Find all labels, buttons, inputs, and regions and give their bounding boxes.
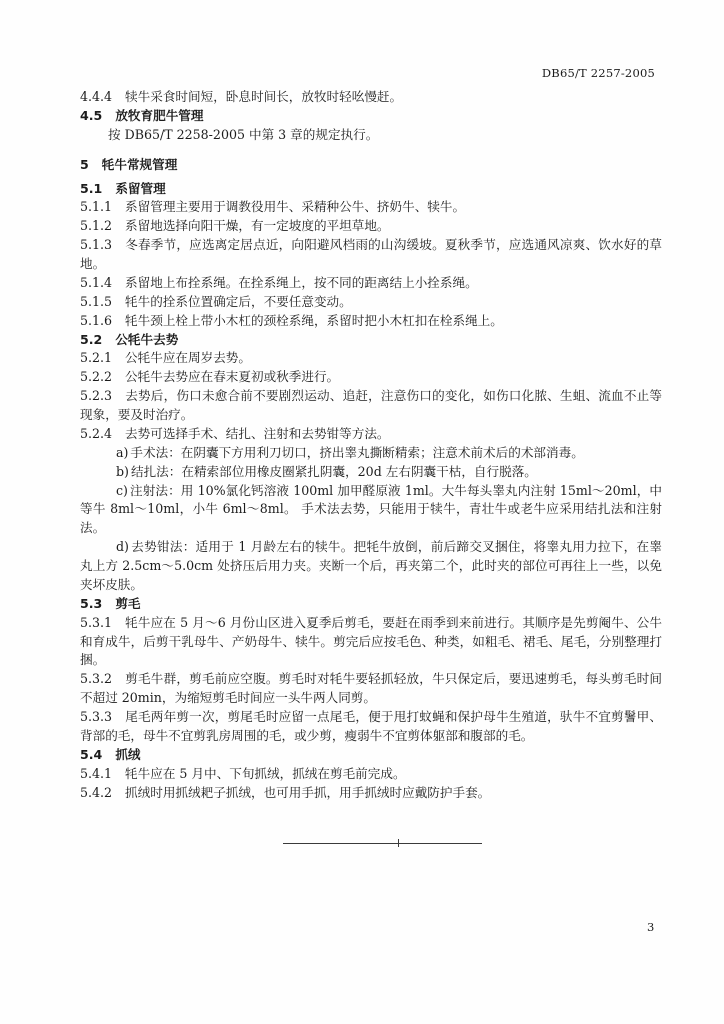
clause-number: 4.5: [80, 107, 103, 123]
list-marker: c): [116, 482, 128, 498]
end-of-text-divider: [283, 843, 482, 844]
clause-number: 5: [80, 156, 89, 172]
clause-5-2-1: [80, 349, 662, 368]
clause-number: 5.1.1: [80, 199, 113, 215]
clause-number: 5.3: [80, 595, 103, 611]
clause-number: 5.2.4: [80, 425, 113, 441]
divider-tick: [398, 839, 399, 847]
clause-5-3-1: [80, 614, 662, 671]
list-item-d: [80, 538, 662, 595]
section-title: 系留管理: [115, 180, 166, 196]
clause-text: 公牦牛应在周岁去势。: [125, 350, 251, 366]
clause-text: 系留管理主要用于调教役用牛、采精种公牛、挤奶牛、犊牛。: [125, 199, 466, 215]
section-title: 抓绒: [115, 746, 141, 762]
clause-5-1-5: [80, 293, 662, 312]
clause-text: 牦牛的拴系位置确定后，不要任意变动。: [125, 293, 352, 309]
page-number: 3: [647, 920, 655, 934]
clause-number: 5.1: [80, 180, 103, 196]
clause-5-2-2: [80, 368, 662, 387]
list-marker: a): [116, 444, 129, 460]
list-item-a: [80, 444, 662, 463]
clause-number: 5.1.2: [80, 218, 113, 234]
clause-5-1-4: [80, 274, 662, 293]
clause-5-3-2: [80, 670, 662, 708]
clause-number: 5.2.3: [80, 388, 113, 404]
section-heading-5-2: [80, 331, 662, 350]
clause-number: 5.3.2: [80, 671, 113, 687]
clause-text: 公牦牛去势应在春末夏初或秋季进行。: [125, 369, 340, 385]
clause-text: 牦牛应在 5 月中、下旬抓绒，抓绒在剪毛前完成。: [125, 765, 406, 781]
clause-number: 5.2: [80, 331, 103, 347]
list-item-text: 注射法：用 10%氯化钙溶液 100ml 加甲醛原液 1ml。大牛每头睾丸内注射 15ml～20ml，中等牛 8ml～10ml，小牛 6ml～8ml。 手术法去势，只能用于犊牛，青壮牛或老牛应采用结扎法和注射法。: [80, 482, 662, 536]
clause-number: 4.4.4: [80, 89, 113, 104]
clause-5-1-1: [80, 198, 662, 217]
section-title: 公牦牛去势: [115, 331, 179, 347]
clause-number: 5.1.5: [80, 293, 113, 309]
clause-text: 犊牛采食时间短，卧息时间长，放牧时轻吆慢赶。: [125, 89, 403, 104]
clause-5-3-3: [80, 708, 662, 746]
clause-text: 按 DB65/T 2258-2005 中第 3 章的规定执行。: [108, 126, 379, 142]
list-item-text: 手术法：在阴囊下方用利刀切口，挤出睾丸撕断精索；注意术前术后的术部消毒。: [130, 444, 584, 460]
clause-number: 5.1.6: [80, 312, 113, 328]
clause-number: 5.2.2: [80, 369, 113, 385]
section-title: 放牧育肥牛管理: [115, 107, 204, 123]
list-item-text: 去势钳法：适用于 1 月龄左右的犊牛。把牦牛放倒，前后蹄交叉捆住，将睾丸用力拉下，在睾丸上方 2.5cm～5.0cm 处挤压后用力夹。夹断一个后，再夹第二个，此时夹的部位可再往上一些，以免夹坏皮肤。: [80, 539, 662, 592]
clause-text: 尾毛两年剪一次，剪尾毛时应留一点尾毛，便于甩打蚊蝇和保护母牛生殖道，驮牛不宜剪鬐甲、背部的毛，母牛不宜剪乳房周围的毛，或少剪，瘦弱牛不宜剪体躯部和腹部的毛。: [80, 709, 662, 743]
clause-text: 抓绒时用抓绒耙子抓绒，也可用手抓，用手抓绒时应戴防护手套。: [125, 784, 491, 800]
clause-number: 5.1.4: [80, 274, 113, 290]
clause-5-2-4: [80, 425, 662, 444]
clause-number: 5.4.1: [80, 765, 113, 781]
document-code-header: DB65/T 2257-2005: [541, 66, 655, 80]
clause-text: 冬春季节，应选离定居点近，向阳避风档雨的山沟缓坡。夏秋季节，应选通风凉爽、饮水好的草地。: [80, 237, 662, 271]
list-marker: b): [116, 463, 129, 479]
clause-text: 牦牛应在 5 月～6 月份山区进入夏季后剪毛，要赶在雨季到来前进行。其顺序是先剪阉牛、公牛和育成牛，后剪干乳母牛、产奶母牛、犊牛。剪完后应按毛色、种类，如粗毛、裙毛、尾毛，分别整理打捆。: [80, 614, 662, 668]
section-heading-5-3: [80, 595, 662, 614]
chapter-title: 牦牛常规管理: [101, 156, 178, 172]
clause-number: 5.2.1: [80, 350, 113, 366]
clause-5-1-2: [80, 217, 662, 236]
chapter-heading-5: [80, 156, 662, 175]
clause-5-1-6: [80, 312, 662, 331]
clause-number: 5.3.3: [80, 709, 113, 724]
clause-4-4-4: [80, 88, 662, 107]
clause-5-4-2: [80, 784, 662, 803]
list-marker: d): [116, 539, 129, 555]
clause-5-1-3: [80, 236, 662, 274]
document-body: [80, 88, 662, 802]
list-item-c: [80, 482, 662, 539]
clause-number: 5.3.1: [80, 614, 113, 630]
section-heading-5-1: [80, 180, 662, 199]
clause-text: 去势可选择手术、结扎、注射和去势钳等方法。: [125, 425, 390, 441]
section-heading-4-5: [80, 107, 662, 126]
clause-text: 系留地选择向阳干燥，有一定坡度的平坦草地。: [125, 218, 390, 234]
clause-number: 5.1.3: [80, 237, 113, 253]
list-item-b: [80, 463, 662, 482]
clause-5-4-1: [80, 765, 662, 784]
clause-text: 去势后，伤口未愈合前不要剧烈运动、追赶，注意伤口的变化，如伤口化脓、生蛆、流血不止等现象，要及时治疗。: [80, 388, 662, 422]
clause-5-2-3: [80, 387, 662, 425]
section-title: 剪毛: [115, 595, 141, 611]
clause-text: 系留地上布拴系绳。在拴系绳上，按不同的距离结上小拴系绳。: [125, 274, 478, 290]
clause-text: 牦牛颈上栓上带小木杠的颈栓系绳，系留时把小木杠扣在栓系绳上。: [125, 312, 503, 328]
clause-number: 5.4.2: [80, 784, 113, 800]
list-item-text: 结扎法：在精索部位用橡皮圈紧扎阴囊，20d 左右阴囊干枯，自行脱落。: [130, 463, 537, 479]
clause-text: 剪毛牛群，剪毛前应空腹。剪毛时对牦牛要轻抓轻放，牛只保定后，要迅速剪毛，每头剪毛时间不超过 20min，为缩短剪毛时间应一头牛两人同剪。: [80, 671, 662, 706]
clause-4-5-body: [80, 126, 662, 145]
clause-number: 5.4: [80, 746, 103, 762]
section-heading-5-4: [80, 746, 662, 765]
